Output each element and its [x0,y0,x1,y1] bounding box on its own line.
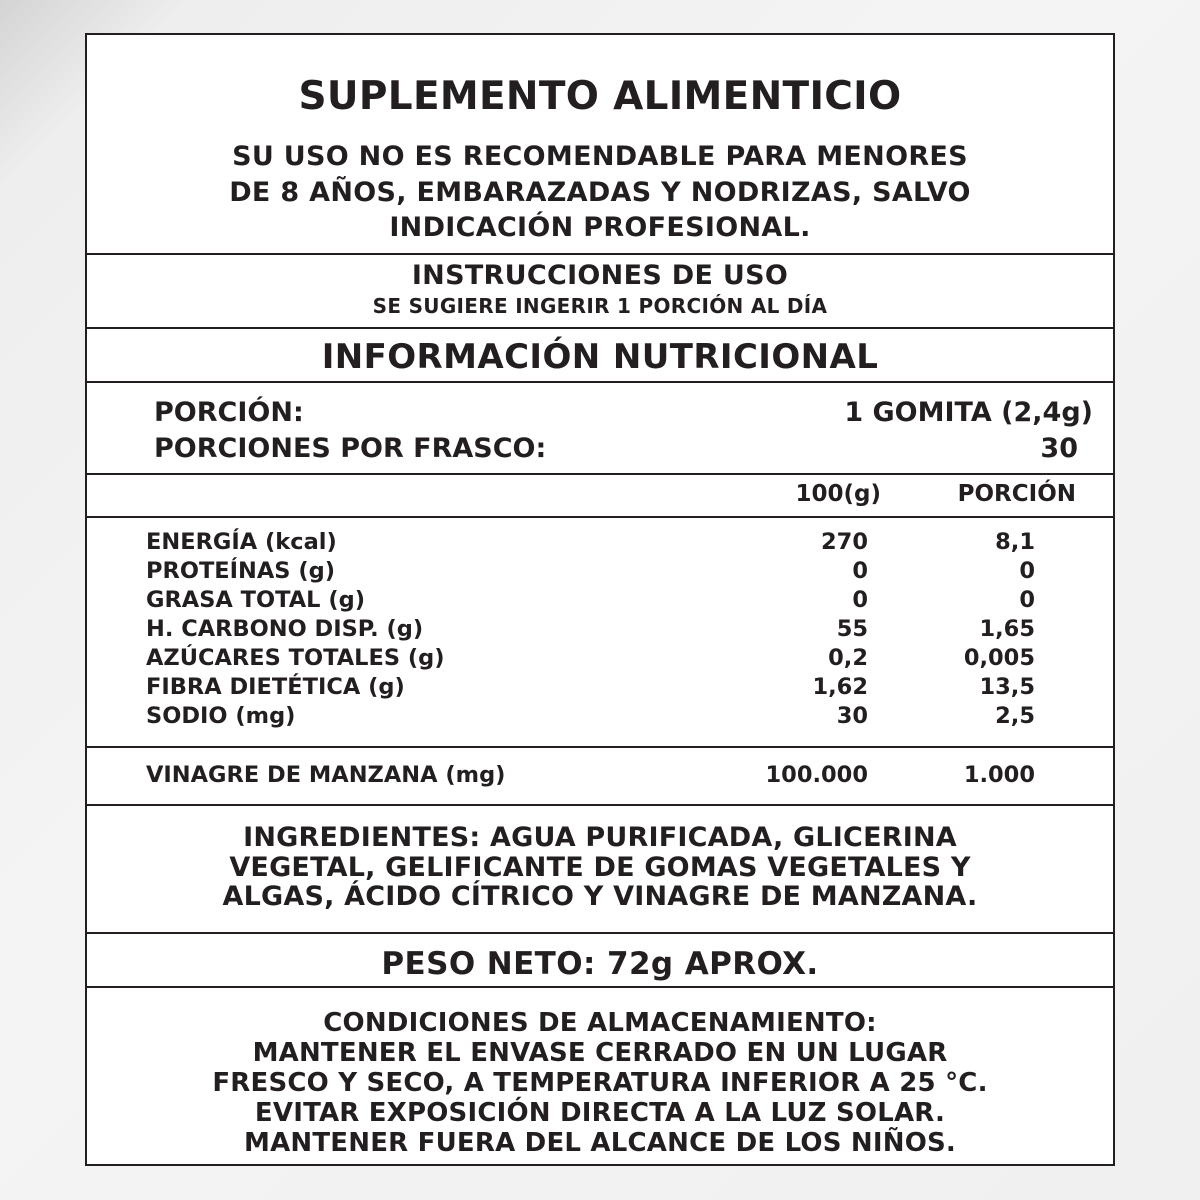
divider [87,516,1113,518]
nutrient-per-100g: 0 [852,587,868,613]
nutrient-per-portion: 0 [1019,558,1035,584]
nutrient-per-100g: 1,62 [812,674,868,700]
instructions-heading: INSTRUCCIONES DE USO [411,260,789,291]
nutrient-name: ENERGÍA (kcal) [146,529,337,555]
divider [87,746,1113,748]
divider [87,253,1113,255]
nutrient-per-portion: 1,65 [979,616,1035,642]
nutrient-name: AZÚCARES TOTALES (g) [146,645,445,671]
nutrient-per-100g: 55 [836,616,868,642]
nutrient-per-portion: 0,005 [963,645,1035,671]
nutrient-name: GRASA TOTAL (g) [146,587,365,613]
warning-text: SU USO NO ES RECOMENDABLE PARA MENORES DE 8 AÑOS, EMBARAZADAS Y NODRIZAS, SALVO INDICACIÓN PROFESIONAL. [229,141,971,243]
divider [87,804,1113,806]
portions-per-bottle-value: 30 [1040,433,1078,464]
nutrition-heading: INFORMACIÓN NUTRICIONAL [321,337,879,377]
divider [87,381,1113,383]
ingredients-text: INGREDIENTES: AGUA PURIFICADA, GLICERINA VEGETAL, GELIFICANTE DE GOMAS VEGETALES Y ALGAS, ÁCIDO CÍTRICO Y VINAGRE DE MANZANA. [222,822,978,912]
nutrient-per-100g: 30 [836,703,868,729]
label-title: SUPLEMENTO ALIMENTICIO [298,74,902,119]
nutrient-per-portion: 8,1 [995,529,1035,555]
nutrient-per-portion: 2,5 [995,703,1035,729]
vinegar-per-100g: 100.000 [765,762,868,788]
nutrient-per-100g: 270 [821,529,868,555]
nutrient-name: H. CARBONO DISP. (g) [146,616,424,642]
storage-conditions: CONDICIONES DE ALMACENAMIENTO: MANTENER EL ENVASE CERRADO EN UN LUGAR FRESCO Y SECO, A TEMPERATURA INFERIOR A 25 °C. EVITAR EXPOSICIÓN DIRECTA A LA LUZ SOLAR. MANTENER FUERA DEL ALCANCE DE LOS NIÑOS. [212,1008,988,1158]
nutrient-name: PROTEÍNAS (g) [146,558,335,584]
divider [87,473,1113,475]
divider [87,986,1113,988]
portions-per-bottle-label: PORCIONES POR FRASCO: [154,433,547,464]
divider [87,932,1113,934]
divider [87,327,1113,329]
vinegar-name: VINAGRE DE MANZANA (mg) [146,762,506,788]
nutrient-per-100g: 0,2 [828,645,868,671]
nutrient-name: SODIO (mg) [146,703,296,729]
column-header-portion: PORCIÓN [957,481,1076,507]
net-weight: PESO NETO: 72g APROX. [381,946,819,982]
nutrient-per-100g: 0 [852,558,868,584]
portion-value: 1 GOMITA (2,4g) [844,397,1093,428]
nutrient-name: FIBRA DIETÉTICA (g) [146,674,405,700]
vinegar-per-portion: 1.000 [963,762,1035,788]
nutrient-per-portion: 0 [1019,587,1035,613]
instructions-text: SE SUGIERE INGERIR 1 PORCIÓN AL DÍA [372,294,828,318]
portion-label: PORCIÓN: [154,397,304,428]
nutrient-per-portion: 13,5 [979,674,1035,700]
column-header-100g: 100(g) [795,481,881,507]
nutrition-label [85,33,1115,1166]
